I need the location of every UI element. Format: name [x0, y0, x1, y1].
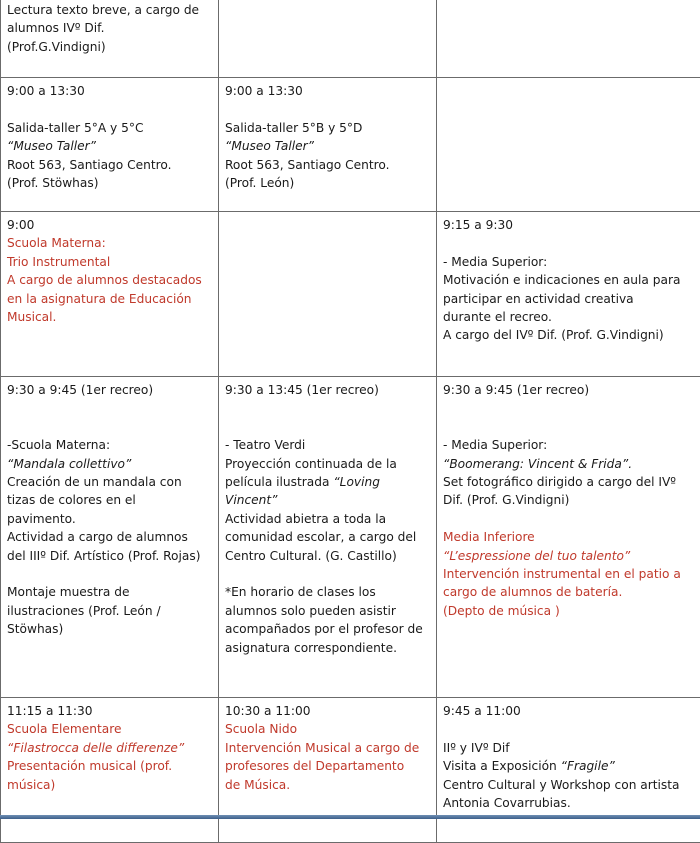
schedule-cell — [219, 78, 437, 212]
blank-line — [225, 418, 430, 436]
cell-line: Presentación musical (prof. — [7, 757, 212, 775]
table-row — [1, 0, 700, 78]
table-row — [1, 212, 700, 377]
cell-line: Montaje muestra de — [7, 583, 212, 601]
taskbar-strip — [0, 815, 700, 819]
table-row — [1, 698, 700, 843]
cell-line: Musical. — [7, 308, 212, 326]
cell-line: música) — [7, 776, 212, 794]
blank-line — [7, 418, 212, 436]
line-head: película ilustrada — [225, 475, 333, 489]
schedule-cell — [219, 0, 437, 78]
cell-line: del IIIº Dif. Artístico (Prof. Rojas) — [7, 547, 212, 565]
cell-line: 9:30 a 9:45 (1er recreo) — [7, 381, 212, 399]
blank-line — [443, 234, 694, 252]
cell-line: A cargo de alumnos destacados — [7, 271, 212, 289]
blank-line — [7, 100, 212, 118]
cell-line: 9:00 — [7, 216, 212, 234]
blank-line — [443, 510, 694, 528]
cell-line: participar en actividad creativa — [443, 290, 694, 308]
cell-line: de Música. — [225, 776, 430, 794]
cell-line: “Museo Taller” — [7, 137, 212, 155]
cell-line: -Scuola Materna: — [7, 436, 212, 454]
cell-line: Salida-taller 5°B y 5°D — [225, 119, 430, 137]
table-row — [1, 78, 700, 212]
cell-line: - Teatro Verdi — [225, 436, 430, 454]
blank-line — [225, 565, 430, 583]
table-row — [1, 377, 700, 698]
cell-line: tizas de colores en el — [7, 491, 212, 509]
cell-line: Vincent” — [225, 491, 430, 509]
cell-line: Creación de un mandala con — [7, 473, 212, 491]
cell-line: Scuola Elementare — [7, 720, 212, 738]
cell-line: “L’espressione del tuo talento” — [443, 547, 694, 565]
cell-line: comunidad escolar, a cargo del — [225, 528, 430, 546]
cell-line: Media Inferiore — [443, 528, 694, 546]
cell-line: asignatura correspondiente. — [225, 639, 430, 657]
cell-line: 9:15 a 9:30 — [443, 216, 694, 234]
blank-line — [443, 720, 694, 738]
blank-line — [443, 399, 694, 417]
cell-line: en la asignatura de Educación — [7, 290, 212, 308]
blank-line — [7, 399, 212, 417]
cell-line: A cargo del IVº Dif. (Prof. G.Vindigni) — [443, 326, 694, 344]
cell-line: ilustraciones (Prof. León / — [7, 602, 212, 620]
blank-line — [225, 100, 430, 118]
cell-line: “Filastrocca delle differenze” — [7, 739, 212, 757]
cell-line: Stöwhas) — [7, 620, 212, 638]
line-italic-tail: “Fragile” — [561, 759, 615, 773]
blank-line — [225, 399, 430, 417]
cell-line: (Prof. León) — [225, 174, 430, 192]
cell-line: 9:45 a 11:00 — [443, 702, 694, 720]
schedule-cell — [219, 377, 437, 698]
schedule-cell — [219, 698, 437, 843]
schedule-cell — [437, 698, 700, 843]
cell-line: “Museo Taller” — [225, 137, 430, 155]
schedule-body — [1, 0, 700, 843]
cell-line: pavimento. — [7, 510, 212, 528]
cell-line: (Prof. Stöwhas) — [7, 174, 212, 192]
cell-line: 11:15 a 11:30 — [7, 702, 212, 720]
cell-line: 9:00 a 13:30 — [225, 82, 430, 100]
cell-line: Salida-taller 5°A y 5°C — [7, 119, 212, 137]
cell-line: Proyección continuada de la — [225, 455, 430, 473]
cell-line: alumnos IVº Dif. — [7, 19, 212, 37]
cell-line: Set fotográfico dirigido a cargo del IVº — [443, 473, 694, 491]
cell-line: Motivación e indicaciones en aula para — [443, 271, 694, 289]
cell-line: Trio Instrumental — [7, 253, 212, 271]
cell-line: Centro Cultural y Workshop con artista — [443, 776, 694, 794]
cell-line: Scuola Nido — [225, 720, 430, 738]
cell-line: Scuola Materna: — [7, 234, 212, 252]
cell-line: 9:00 a 13:30 — [7, 82, 212, 100]
cell-line: 10:30 a 11:00 — [225, 702, 430, 720]
schedule-cell — [1, 0, 219, 78]
schedule-cell — [1, 698, 219, 843]
cell-line: (Depto de música ) — [443, 602, 694, 620]
cell-line: - Media Superior: — [443, 253, 694, 271]
cell-line: alumnos solo pueden asistir — [225, 602, 430, 620]
schedule-cell — [219, 212, 437, 377]
cell-line: Centro Cultural. (G. Castillo) — [225, 547, 430, 565]
cell-line: - Media Superior: — [443, 436, 694, 454]
cell-line — [225, 473, 430, 491]
schedule-cell — [1, 78, 219, 212]
cell-line: Actividad a cargo de alumnos — [7, 528, 212, 546]
schedule-cell — [437, 78, 700, 212]
cell-line: 9:30 a 13:45 (1er recreo) — [225, 381, 430, 399]
cell-line: (Prof.G.Vindigni) — [7, 38, 212, 56]
cell-line: Actividad abietra a toda la — [225, 510, 430, 528]
cell-line: cargo de alumnos de batería. — [443, 583, 694, 601]
cell-line: durante el recreo. — [443, 308, 694, 326]
cell-line: acompañados por el profesor de — [225, 620, 430, 638]
cell-line: “Boomerang: Vincent & Frida”. — [443, 455, 694, 473]
blank-line — [7, 565, 212, 583]
cell-line: Root 563, Santiago Centro. — [7, 156, 212, 174]
cell-line: Antonia Covarrubias. — [443, 794, 694, 812]
schedule-cell — [437, 212, 700, 377]
blank-line — [443, 418, 694, 436]
cell-line: IIº y IVº Dif — [443, 739, 694, 757]
line-italic-tail: “Loving — [333, 475, 380, 489]
cell-line: “Mandala collettivo” — [7, 455, 212, 473]
cell-line: 9:30 a 9:45 (1er recreo) — [443, 381, 694, 399]
cell-line: Intervención instrumental en el patio a — [443, 565, 694, 583]
schedule-cell — [437, 377, 700, 698]
cell-line: Lectura texto breve, a cargo de — [7, 1, 212, 19]
line-head: Visita a Exposición — [443, 759, 561, 773]
cell-line: Root 563, Santiago Centro. — [225, 156, 430, 174]
cell-line: Dif. (Prof. G.Vindigni) — [443, 491, 694, 509]
cell-line — [443, 757, 694, 775]
cell-line: *En horario de clases los — [225, 583, 430, 601]
cell-line: profesores del Departamento — [225, 757, 430, 775]
cell-line: Intervención Musical a cargo de — [225, 739, 430, 757]
schedule-cell — [437, 0, 700, 78]
schedule-cell — [1, 212, 219, 377]
schedule-cell — [1, 377, 219, 698]
